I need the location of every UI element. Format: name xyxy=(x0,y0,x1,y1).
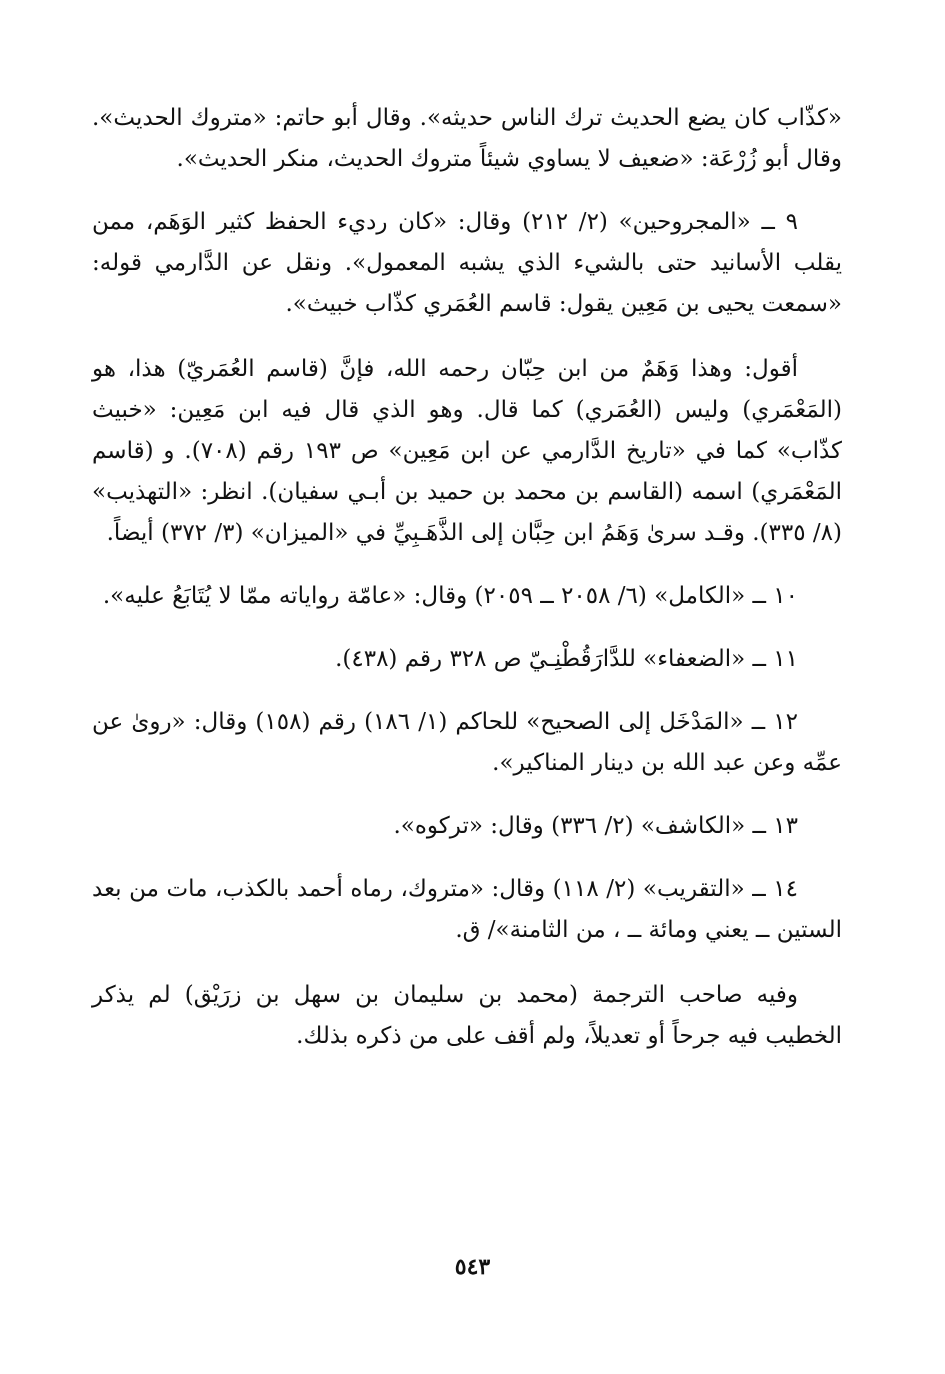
paragraph-9: وفيه صاحب الترجمة (محمد بن سليمان بن سهل بن زرَيْق) لم يذكر الخطيب فيه جرحاً أو تعديلاً، ولم أقف على من ذكره بذلك. xyxy=(92,982,842,1049)
paragraph-8: ١٤ ــ «التقريب» (٢/ ١١٨) وقال: «متروك، رماه أحمد بالكذب، مات من بعد الستين ــ يعني ومائة ــ ، من الثامنة»/ ق. xyxy=(92,876,842,943)
paragraph-6: ١٢ ــ «المَدْخَل إلى الصحيح» للحاكم (١/ ١٨٦) رقم (١٥٨) وقال: «روىٰ عن عمِّه وعن عبد الله بن دينار المناكير». xyxy=(92,709,842,776)
page-number: ٥٤٣ xyxy=(454,1254,491,1280)
paragraph-2: ٩ ــ «المجروحين» (٢/ ٢١٢) وقال: «كان رديء الحفظ كثير الوَهَم، ممن يقلب الأسانيد حتى بالشيء الذي يشبه المعمول». ونقل عن الدَّارمي قوله: «سمعت يحيى بن مَعِين يقول: قاسم العُمَري كذّاب خبيث». xyxy=(92,209,842,317)
paragraph-1: «كذّاب كان يضع الحديث ترك الناس حديثه». وقال أبو حاتم: «متروك الحديث». وقال أبو زُرْعَة: «ضعيف لا يساوي شيئاً متروك الحديث، منكر الحديث». xyxy=(92,105,842,172)
paragraph-4: ١٠ ــ «الكامل» (٦/ ٢٠٥٨ ــ ٢٠٥٩) وقال: «عامّة رواياته ممّا لا يُتَابَعُ عليه». xyxy=(102,583,798,609)
paragraph-3: أقول: وهذا وَهَمٌ من ابن حِبّان رحمه الله، فإنَّ (قاسم العُمَريّ) هذا، هو (المَعْمَري) وليس (العُمَري) كما قال. وهو الذي قال فيه ابن مَعِين: «خبيث كذّاب» كما في «تاريخ الدَّارمي عن ابن مَعِين» ص ١٩٣ رقم (٧٠٨). و (قاسم المَعْمَري) اسمه (القاسم بن محمد بن حميد بن أبـي سفيان). انظر: «التهذيب» (٨/ ٣٣٥). وقـد سرىٰ وَهَمُ ابن حِبَّان إلى الذَّهَـبِيِّ في «الميزان» (٣/ ٣٧٢) أيضاً. xyxy=(92,356,842,546)
page-body xyxy=(92,98,842,1057)
paragraph-7: ١٣ ــ «الكاشف» (٢/ ٣٣٦) وقال: «تركوه». xyxy=(393,813,798,839)
paragraph-5: ١١ ــ «الضعفاء» للدَّارَقُطْنِـيّ ص ٣٢٨ رقم (٤٣٨). xyxy=(335,646,798,672)
